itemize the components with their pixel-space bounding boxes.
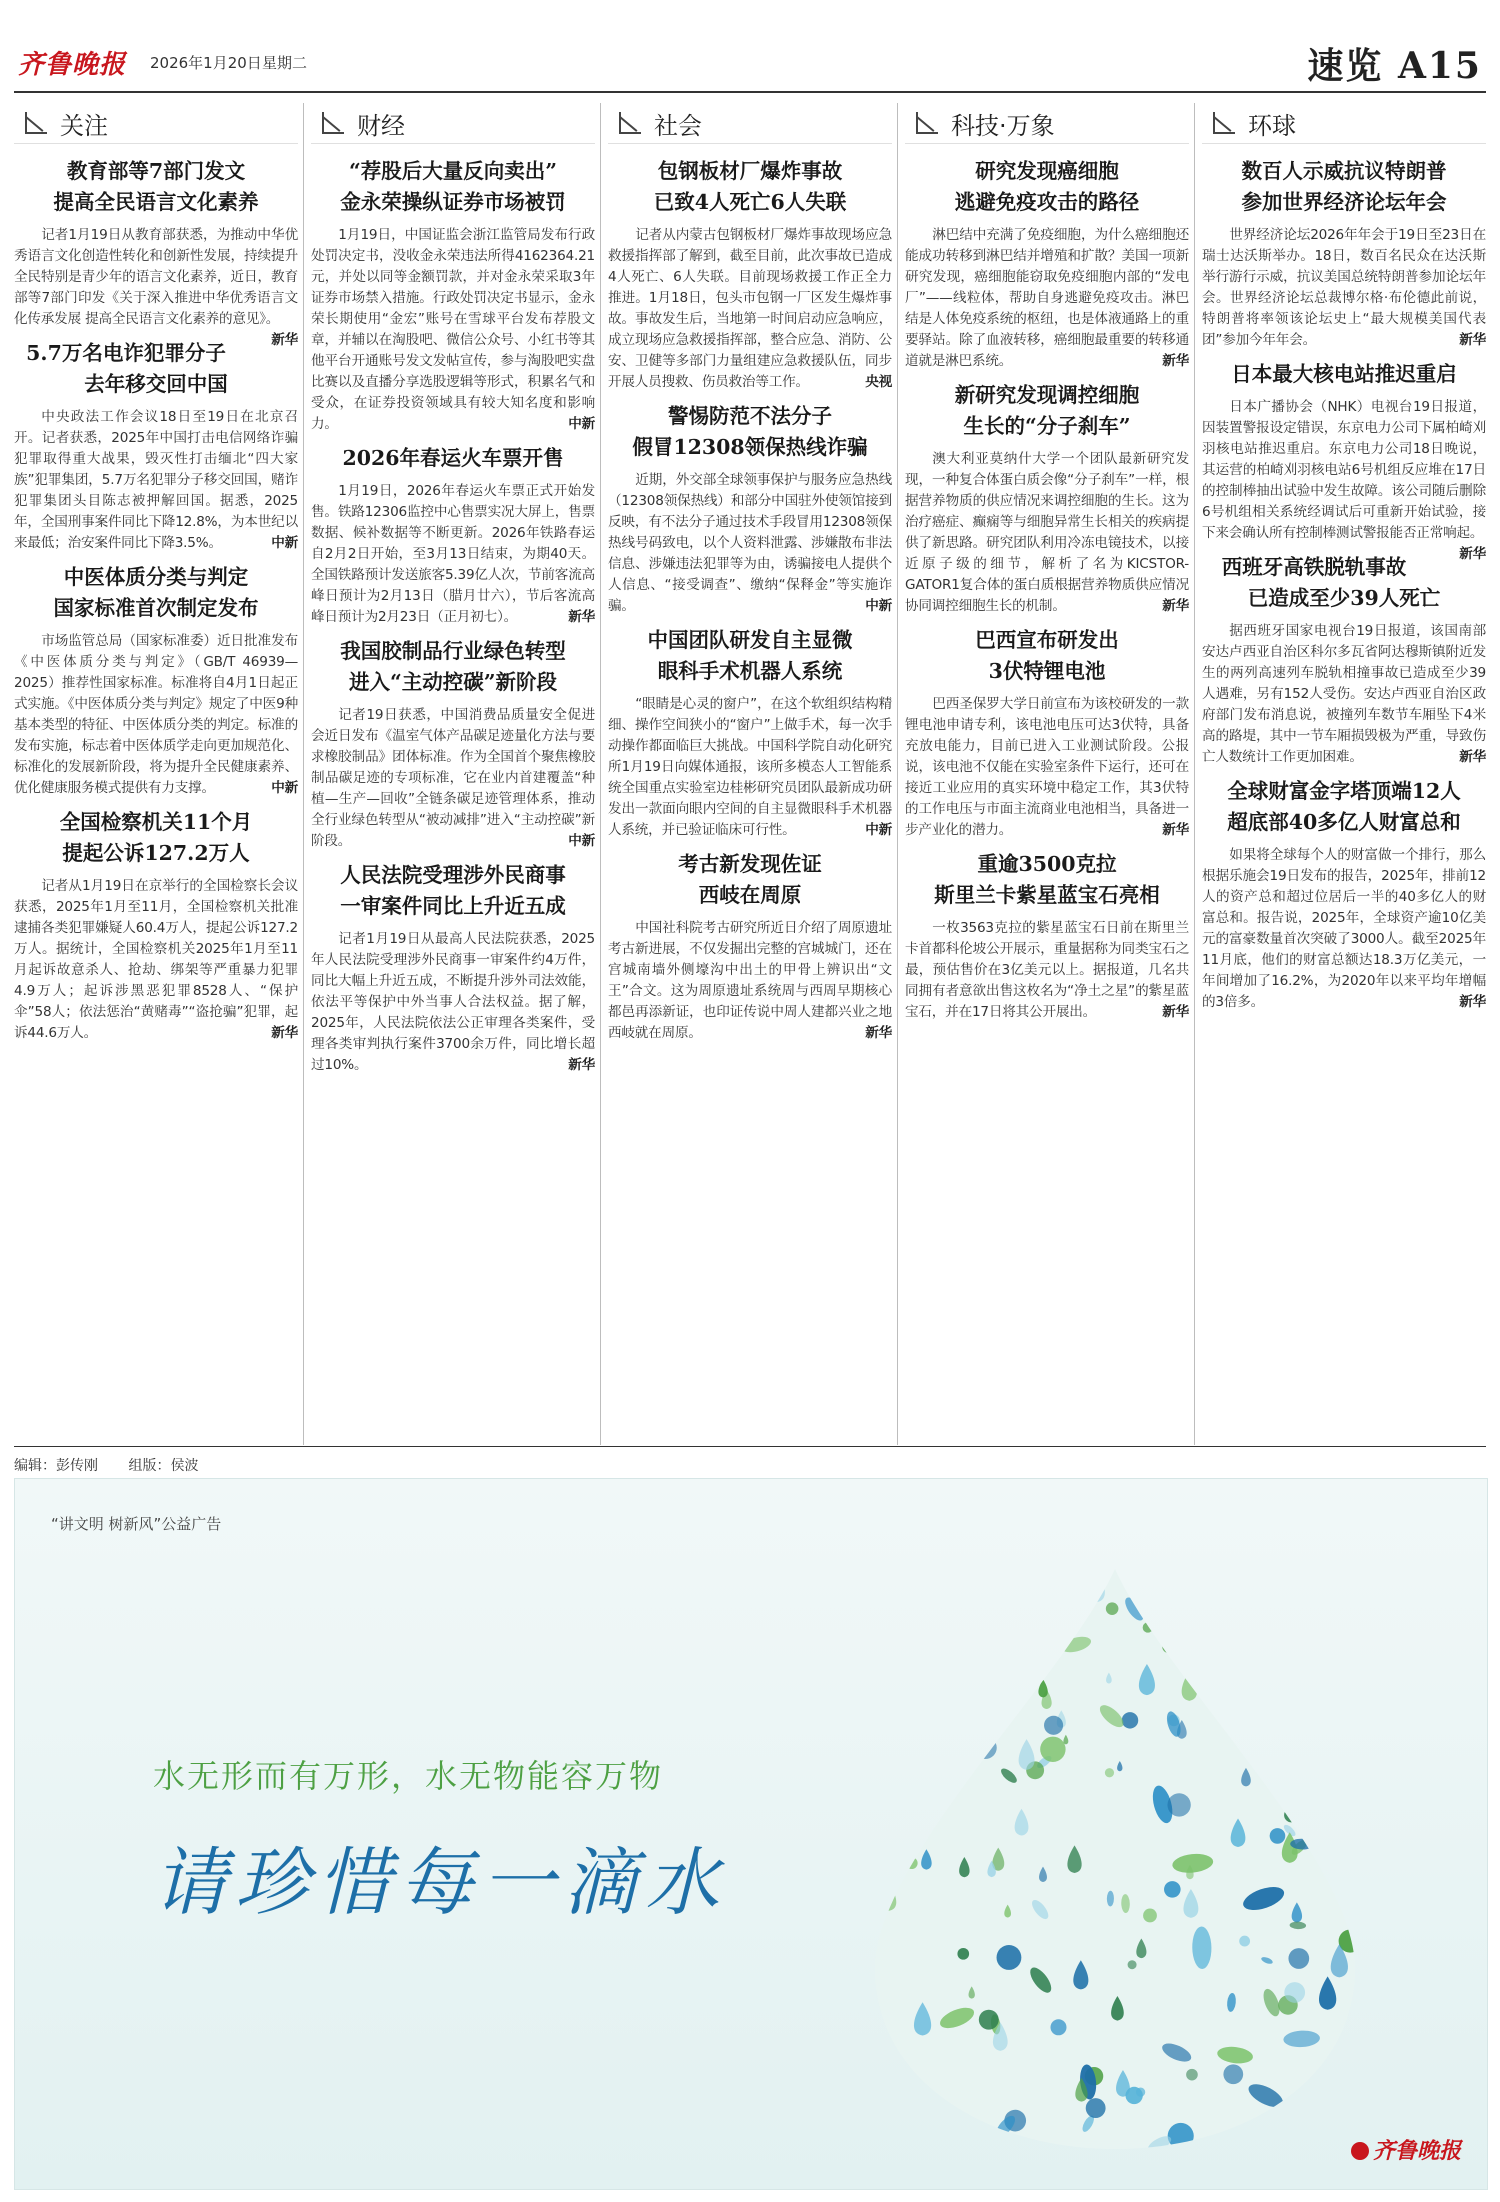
section-arrow-icon bbox=[1208, 108, 1238, 138]
news-column bbox=[14, 103, 298, 1445]
article-body-paragraph bbox=[608, 694, 892, 841]
article-source: 新华 bbox=[1162, 1004, 1189, 1020]
drop-motif bbox=[1162, 1641, 1174, 1653]
news-article bbox=[14, 807, 298, 1044]
article-headline: 警惕防范不法分子 假冒12308领保热线诈骗 bbox=[632, 404, 868, 459]
article-source: 新华 bbox=[865, 1025, 892, 1041]
public-service-ad bbox=[14, 1478, 1488, 2190]
drop-motif bbox=[1223, 2064, 1243, 2084]
drop-motif bbox=[1270, 1828, 1286, 1844]
drop-motif bbox=[1336, 1838, 1362, 1864]
article-body: 世界经济论坛2026年年会于19日至23日在瑞士达沃斯举办。18日，数百名民众在达沃斯举行游行示威，抗议美国总统特朗普参加论坛年会。世界经济论坛总裁博尔格·布伦德此前说，特朗普将率领该论坛史上“最大规模美国代表团”参加今年年会。 bbox=[1202, 227, 1486, 348]
drop-motif bbox=[1013, 1692, 1020, 1699]
drop-motif bbox=[1078, 1610, 1084, 1622]
news-article bbox=[311, 860, 595, 1076]
drop-motif bbox=[881, 1854, 897, 1870]
article-body: 记者1月19日从最高人民法院获悉，2025年人民法院受理涉外民商事一审案件约4万件，同比大幅上升近五成，不断提升涉外司法效能，依法平等保护中外当事人合法权益。据了解，2025年，人民法院依法公正审理各类案件，受理各类审判执行案件3700余万件，同比增长超过10%。 bbox=[311, 931, 595, 1073]
drop-motif bbox=[957, 1646, 964, 1653]
drop-motif bbox=[895, 1768, 905, 1786]
article-body: “眼睛是心灵的窗户”，在这个软组织结构精细、操作空间狭小的“窗户”上做手术，每一次手动操作都面临巨大挑战。中国科学院自动化研究所1月19日向媒体通报，该所多模态人工智能系统全国重点实验室边桂彬研究员团队最新成功研发出一款面向眼内空间的自主显微眼科手术机器人系统，并已验证临床可行性。 bbox=[608, 696, 892, 838]
article-source: 新华 bbox=[1459, 332, 1486, 348]
news-article bbox=[14, 156, 298, 348]
article-body: 如果将全球每个人的财富做一个排行，那么根据乐施会19日发布的报告，2025年，排前12人的资产总和超过位居后一半的40多亿人的财富总和。报告说，2025年，全球资产逾10亿美元的富豪数量首次突破了3000人。截至2025年11月底，他们的财富总额达18.3万亿美元，一年间增加了16.2%，为2020年以来平均年增幅的3倍多。 bbox=[1202, 847, 1486, 1010]
section-title: 社会 bbox=[654, 111, 702, 140]
news-article bbox=[311, 443, 595, 628]
article-source: 中新 bbox=[271, 535, 298, 551]
ad-brand-logo bbox=[1351, 2134, 1461, 2165]
article-body-paragraph bbox=[905, 225, 1189, 372]
article-headline: 我国胶制品行业绿色转型 进入“主动控碳”新阶段 bbox=[340, 639, 566, 694]
news-article bbox=[905, 380, 1189, 617]
drop-motif bbox=[931, 1628, 947, 1659]
article-body-paragraph bbox=[311, 481, 595, 628]
section-header bbox=[1202, 103, 1486, 144]
water-drop-illustration bbox=[835, 1559, 1395, 2159]
drop-motif bbox=[1201, 1571, 1218, 1603]
article-headline: 2026年春运火车票开售 bbox=[342, 446, 564, 470]
section-header bbox=[14, 103, 298, 144]
section-arrow-icon bbox=[317, 108, 347, 138]
drop-motif bbox=[882, 1883, 896, 1911]
drop-motif bbox=[1181, 1657, 1201, 1677]
article-headline: 中国团队研发自主显微 眼科手术机器人系统 bbox=[647, 628, 853, 683]
article-headline: 包钢板材厂爆炸事故 已致4人死亡6人失联 bbox=[653, 159, 847, 214]
article-body-paragraph bbox=[608, 918, 892, 1044]
news-article bbox=[14, 338, 298, 554]
article-headline: 西班牙高铁脱轨事故 已造成至少39人死亡 bbox=[1221, 555, 1441, 610]
section-header bbox=[905, 103, 1189, 144]
drop-motif bbox=[870, 1808, 888, 1826]
drop-motif bbox=[1128, 1960, 1137, 1969]
section-title: 环球 bbox=[1248, 111, 1296, 140]
drop-motif bbox=[1239, 1936, 1250, 1947]
news-article bbox=[608, 849, 892, 1044]
ad-slogan: 水无形而有万形，水无物能容万物 bbox=[153, 1757, 664, 1795]
article-body: 市场监管总局（国家标准委）近日批准发布《中医体质分类与判定》（GB/T 46939—2025）推荐性国家标准。标准将自4月1日起正式实施。《中医体质分类与判定》规定了中医9种基本类型的特征、中医体质分类的判定。标准的发布实施，标志着中医体质学走向更加规范化、标准化的发展新阶段，将为提升全民健康素养、优化健康服务模式提供有力支撑。 bbox=[14, 633, 298, 796]
article-source: 新华 bbox=[1162, 353, 1189, 369]
section-header bbox=[311, 103, 595, 144]
section-title: 科技·万象 bbox=[951, 111, 1055, 140]
drop-motif bbox=[945, 2127, 969, 2156]
article-body: 记者从1月19日在京举行的全国检察长会议获悉，2025年1月至11月，全国检察机关批准逮捕各类犯罪嫌疑人60.4万人，提起公诉127.2万人。据统计，全国检察机关2025年1月至11月起诉故意杀人、抢劫、绑架等严重暴力犯罪4.9万人；起诉涉黑恶犯罪8528人、“保护伞”58人；依法惩治“黄赌毒”“盗抢骗”犯罪，起诉44.6万人。 bbox=[14, 878, 298, 1041]
drop-motif bbox=[1321, 1575, 1347, 1592]
article-source: 新华 bbox=[1162, 598, 1189, 614]
article-body: 近期，外交部全球领事保护与服务应急热线（12308领保热线）和部分中国驻外使领馆接到反映，有不法分子通过技术手段冒用12308领保热线号码致电，以个人资料泄露、涉嫌散布非法信息、涉嫌违法犯罪等为由，诱骗接电人提供个人信息、“接受调查”、缴纳“保释金”等实施诈骗。 bbox=[608, 472, 892, 614]
drop-motif bbox=[1317, 1699, 1326, 1716]
article-headline: 全国检察机关11个月 提起公诉127.2万人 bbox=[59, 810, 253, 865]
drop-motif bbox=[884, 2107, 896, 2119]
ad-brand-logo-text: 齐鲁晚报 bbox=[1372, 2138, 1461, 2164]
drop-motif bbox=[1209, 1581, 1221, 1593]
issue-weekday: 星期二 bbox=[262, 54, 308, 72]
article-body: 澳大利亚莫纳什大学一个团队最新研究发现，一种复合体蛋白质会像“分子刹车”一样，根据营养物质的供应情况来调控细胞的生长。这为治疗癌症、癫痫等与细胞异常生长相关的疾病提供了新思路。研究团队利用冷冻电镜技术，以接近原子级的细节，解析了名为KICSTOR-GATOR1复合体的蛋白质根据营养物质供应情况协同调控细胞生长的机制。 bbox=[905, 451, 1189, 614]
article-source: 中新 bbox=[568, 833, 595, 849]
drop-motif bbox=[1044, 1716, 1063, 1735]
article-source: 新华 bbox=[271, 332, 298, 348]
article-body: 记者从内蒙古包钢板材厂爆炸事故现场应急救援指挥部了解到，截至目前，此次事故已造成4人死亡、6人失联。目前现场救援工作正全力推进。1月18日，包头市包钢一厂区发生爆炸事故。事故发生后，当地第一时间启动应急响应，成立现场应急救援指挥部，整合应急、消防、公安、卫健等多部门力量组建应急救援队伍，同步开展人员搜救、伤员救治等工作。 bbox=[608, 227, 892, 390]
drop-motif bbox=[1050, 2019, 1066, 2035]
article-body: 据西班牙国家电视台19日报道，该国南部安达卢西亚自治区科尔多瓦省阿达穆斯镇附近发生的两列高速列车脱轨相撞事故已造成至少39人遇难，另有152人受伤。安达卢西亚自治区政府部门发布消息说，被撞列车数节车厢坠下4米高的路堤，其中一节车厢损毁极为严重，导致伤亡人数统计工作更加困难。 bbox=[1202, 623, 1486, 765]
article-source: 新华 bbox=[568, 609, 595, 625]
news-article bbox=[905, 625, 1189, 841]
drop-motif bbox=[1040, 1737, 1065, 1762]
drop-motif bbox=[858, 1685, 895, 1731]
news-column bbox=[1202, 103, 1486, 1445]
drop-motif bbox=[1182, 1671, 1197, 1701]
article-source: 新华 bbox=[1459, 994, 1486, 1010]
drop-motif bbox=[1143, 1622, 1153, 1632]
drop-motif bbox=[1307, 1583, 1320, 1596]
news-article bbox=[311, 636, 595, 852]
article-source: 央视 bbox=[865, 374, 892, 390]
brand-seal-icon bbox=[1351, 2142, 1369, 2160]
section-header bbox=[608, 103, 892, 144]
article-body-paragraph bbox=[1202, 225, 1486, 351]
article-body-paragraph bbox=[14, 225, 298, 348]
section-arrow-icon bbox=[911, 108, 941, 138]
article-body-paragraph bbox=[14, 631, 298, 799]
drop-motif bbox=[1164, 1881, 1181, 1898]
article-body-paragraph bbox=[311, 225, 595, 435]
drop-motif bbox=[974, 1737, 996, 1759]
article-body: 记者19日获悉，中国消费品质量安全促进会近日发布《温室气体产品碳足迹量化方法与要求橡胶制品》团体标准。作为全国首个聚焦橡胶制品碳足迹的专项标准，它在业内首建覆盖“种植—生产—回收”全链条碳足迹管理体系，推动全行业绿色转型从“被动减排”进入“主动控碳”新阶段。 bbox=[311, 707, 595, 849]
drop-motif bbox=[957, 1948, 969, 1960]
article-source: 中新 bbox=[865, 598, 892, 614]
drop-motif bbox=[1106, 1602, 1119, 1615]
drop-motif bbox=[1199, 1635, 1215, 1667]
article-body: 中央政法工作会议18日至19日在北京召开。记者获悉，2025年中国打击电信网络诈骗犯罪取得重大战果，毁灭性打击缅北“四大家族”犯罪集团，5.7万名犯罪分子移交回国，赌诈犯罪集团头目陈志被押解回国。据悉，2025年，全国刑事案件同比下降12.8%，为本世纪以来最低；治安案件同比下降3.5%。 bbox=[14, 409, 298, 551]
drop-motif bbox=[1167, 1793, 1190, 1816]
drop-motif bbox=[936, 1732, 949, 1758]
drop-motif bbox=[990, 1712, 1000, 1722]
drop-motif bbox=[1008, 1641, 1024, 1657]
editor-credit: 编辑：彭传刚 bbox=[14, 1458, 98, 1474]
drop-motif bbox=[997, 1945, 1022, 1970]
drop-motif bbox=[1336, 1633, 1366, 1656]
drop-motif bbox=[861, 1847, 890, 1866]
drop-motif bbox=[1166, 1615, 1184, 1642]
section-arrow-icon bbox=[20, 108, 50, 138]
article-body-paragraph bbox=[608, 225, 892, 393]
section-title: 关注 bbox=[60, 111, 108, 140]
article-body-paragraph bbox=[905, 694, 1189, 841]
drop-motif bbox=[1122, 1712, 1138, 1728]
drop-motif bbox=[978, 1662, 992, 1689]
news-article bbox=[905, 156, 1189, 372]
drop-motif bbox=[1284, 1808, 1299, 1823]
news-column bbox=[905, 103, 1189, 1445]
article-headline: 考古新发现佐证 西岐在周原 bbox=[678, 852, 822, 907]
issue-date: 2026年1月20日 bbox=[150, 54, 262, 72]
drop-motif bbox=[1013, 1578, 1039, 1604]
drop-motif bbox=[1136, 2088, 1145, 2097]
news-article bbox=[1202, 776, 1486, 1013]
masthead bbox=[0, 0, 1500, 96]
article-headline: 教育部等7部门发文 提高全民语言文化素养 bbox=[53, 159, 259, 214]
drop-motif bbox=[1303, 1723, 1308, 1733]
article-headline: 人民法院受理涉外民商事 一审案件同比上升近五成 bbox=[340, 863, 566, 918]
article-headline: 中医体质分类与判定 国家标准首次制定发布 bbox=[53, 565, 259, 620]
drop-motif bbox=[1168, 2123, 1194, 2149]
news-column bbox=[608, 103, 892, 1445]
article-body-paragraph bbox=[1202, 621, 1486, 768]
article-body: 一枚3563克拉的紫星蓝宝石日前在斯里兰卡首都科伦坡公开展示，重量据称为同类宝石之最，预估售价在3亿美元以上。据报道，几名共同拥有者意欲出售这枚名为“净土之星”的紫星蓝宝石，并在17日将其公开展出。 bbox=[905, 920, 1189, 1020]
newspaper-logo: 齐鲁晚报 bbox=[18, 50, 127, 80]
news-article bbox=[1202, 359, 1486, 562]
page-title: 速览 A15 bbox=[1307, 45, 1482, 87]
drop-motif bbox=[1086, 2098, 1106, 2118]
drop-motif bbox=[908, 1694, 925, 1703]
news-article bbox=[905, 849, 1189, 1023]
page-credits bbox=[14, 1446, 1486, 1475]
drop-motif bbox=[1049, 1622, 1066, 1639]
drop-motif bbox=[979, 2010, 999, 2030]
article-headline: 新研究发现调控细胞 生长的“分子刹车” bbox=[954, 383, 1140, 438]
article-source: 新华 bbox=[1459, 546, 1486, 562]
article-body-paragraph bbox=[1202, 845, 1486, 1013]
news-article bbox=[1202, 156, 1486, 351]
article-source: 新华 bbox=[568, 1057, 595, 1073]
drop-motif bbox=[1326, 1773, 1364, 1804]
article-headline: 日本最大核电站推迟重启 bbox=[1231, 362, 1457, 386]
drop-motif bbox=[1296, 2107, 1306, 2126]
article-body: 日本广播协会（NHK）电视台19日报道，因装置警报设定错误，东京电力公司下属柏崎刈羽核电站推迟重启。东京电力公司18日晚说，其运营的柏崎刈羽核电站6号机组反应堆在17日的控制棒抽出试验中发生故障。该公司随后删除6号机组相关系统经调试后可重新开始试验，接下来会确认所有控制棒测试警报能否正常响起。 bbox=[1202, 399, 1486, 541]
drop-motif bbox=[1039, 1621, 1049, 1631]
news-columns bbox=[14, 103, 1486, 1445]
drop-motif bbox=[918, 1596, 934, 1627]
article-body: 巴西圣保罗大学日前宣布为该校研发的一款锂电池申请专利，该电池电压可达3伏特，具备充放电能力，目前已进入工业测试阶段。公报说，该电池不仅能在实验室条件下运行，还可在接近工业应用的真实环境中稳定工作，其3伏特的工作电压与市面主流商业电池相当，具备进一步产业化的潜力。 bbox=[905, 696, 1189, 838]
drop-motif bbox=[1186, 2069, 1198, 2081]
drop-motif bbox=[932, 1699, 948, 1715]
ad-calligraphy: 请珍惜每一滴水 bbox=[153, 1840, 727, 1926]
drop-motif bbox=[931, 1715, 946, 1744]
article-headline: 5.7万名电诈犯罪分子 去年移交回中国 bbox=[26, 341, 228, 396]
news-article bbox=[1202, 552, 1486, 768]
drop-motif bbox=[1288, 1948, 1309, 1969]
drop-motif bbox=[1199, 1628, 1214, 1656]
article-headline: 全球财富金字塔顶端12人 超底部40多亿人财富总和 bbox=[1227, 779, 1461, 834]
article-body-paragraph bbox=[608, 470, 892, 617]
drop-motif bbox=[1284, 1982, 1305, 2003]
article-headline: 研究发现癌细胞 逃避免疫攻击的路径 bbox=[954, 159, 1140, 214]
drop-motif bbox=[880, 1641, 901, 1662]
article-body-paragraph bbox=[311, 705, 595, 852]
section-title: 财经 bbox=[357, 111, 405, 140]
section-arrow-icon bbox=[614, 108, 644, 138]
article-source: 中新 bbox=[568, 416, 595, 432]
news-article bbox=[311, 156, 595, 435]
masthead-rule bbox=[14, 91, 1486, 93]
drop-motif bbox=[1190, 1593, 1207, 1625]
article-body: 淋巴结中充满了免疫细胞，为什么癌细胞还能成功转移到淋巴结并增殖和扩散？美国一项新研究发现，癌细胞能窃取免疫细胞内部的“发电厂”——线粒体，帮助自身逃避免疫攻击。淋巴结是人体免疫系统的枢纽，也是体液通路上的重要驿站。除了血液转移，癌细胞最重要的转移通道就是淋巴系统。 bbox=[905, 227, 1189, 369]
news-article bbox=[608, 156, 892, 393]
drop-motif bbox=[1105, 1768, 1114, 1777]
article-headline: “荐股后大量反向卖出” 金永荣操纵证券市场被罚 bbox=[340, 159, 566, 214]
article-body: 1月19日，中国证监会浙江监管局发布行政处罚决定书，没收金永荣违法所得4162364.21元，并处以同等金额罚款，并对金永荣采取3年证券市场禁入措施。行政处罚决定书显示，金永荣长期使用“金宏”账号在雪球平台发布荐股文章，并辅以在淘股吧、微信公众号、小红书等其他平台开通账号发文发帖宣传，参与淘股吧实盘比赛以及直播分享选股逻辑等形式，积累名气和受众，在证券投资领域具有较大知名度和影响力。 bbox=[311, 227, 595, 432]
article-body: 记者1月19日从教育部获悉，为推动中华优秀语言文化创造性转化和创新性发展，持续提升全民特别是青少年的语言文化素养，近日，教育部等7部门印发《关于深入推进中华优秀语言文化传承发展 提高全民语言文化素养的意见》。 bbox=[14, 227, 298, 327]
article-source: 新华 bbox=[1162, 822, 1189, 838]
drop-motif bbox=[904, 1700, 914, 1710]
drop-motif bbox=[906, 1857, 918, 1869]
article-body-paragraph bbox=[14, 876, 298, 1044]
drop-motif bbox=[1013, 2144, 1020, 2151]
drop-motif bbox=[970, 1640, 988, 1674]
article-body: 中国社科院考古研究所近日介绍了周原遗址考古新进展，不仅发掘出完整的宫城城门，还在宫城南墙外侧壕沟中出土的甲骨上辨识出“文王”合文。这为周原遗址系统周与西周早期核心都邑再添新证，也印证传说中周人建都兴业之地西岐就在周原。 bbox=[608, 920, 892, 1041]
drop-motif bbox=[908, 1576, 920, 1599]
drop-motif bbox=[1089, 1571, 1105, 1602]
news-article bbox=[14, 562, 298, 799]
drop-motif bbox=[867, 2037, 885, 2072]
news-article bbox=[608, 625, 892, 841]
article-source: 新华 bbox=[1459, 749, 1486, 765]
article-source: 中新 bbox=[865, 822, 892, 838]
drop-motif bbox=[936, 1623, 969, 1644]
drop-motif bbox=[1027, 1625, 1037, 1645]
article-headline: 数百人示威抗议特朗普 参加世界经济论坛年会 bbox=[1241, 159, 1447, 214]
article-headline: 巴西宣布研发出 3伏特锂电池 bbox=[975, 628, 1119, 683]
article-body-paragraph bbox=[311, 929, 595, 1076]
drop-motif bbox=[934, 1774, 951, 1807]
article-headline: 重逾3500克拉 斯里兰卡紫星蓝宝石亮相 bbox=[934, 852, 1160, 907]
article-source: 中新 bbox=[271, 780, 298, 796]
drop-motif bbox=[1265, 2112, 1292, 2133]
drop-motif bbox=[1143, 1909, 1157, 1923]
drop-motif bbox=[1200, 1617, 1215, 1645]
news-column bbox=[311, 103, 595, 1445]
ad-tag: “讲文明 树新风”公益广告 bbox=[51, 1515, 222, 1533]
article-body-paragraph bbox=[905, 918, 1189, 1023]
article-body: 1月19日，2026年春运火车票正式开始发售。铁路12306监控中心售票实况大屏上，售票数据、候补数据等不断更新。2026年铁路春运自2月2日开始，至3月13日结束，为期40天。全国铁路预计发送旅客5.39亿人次，节前客流高峰日预计为2月13日（腊月廿六），节后客流高峰日预计为2月23日（正月初七）。 bbox=[311, 483, 595, 625]
article-body-paragraph bbox=[905, 449, 1189, 617]
drop-motif bbox=[901, 1674, 915, 1697]
article-source: 新华 bbox=[271, 1025, 298, 1041]
article-body-paragraph bbox=[14, 407, 298, 554]
article-body-paragraph bbox=[1202, 397, 1486, 562]
news-article bbox=[608, 401, 892, 617]
layout-credit: 组版：侯波 bbox=[128, 1458, 199, 1474]
